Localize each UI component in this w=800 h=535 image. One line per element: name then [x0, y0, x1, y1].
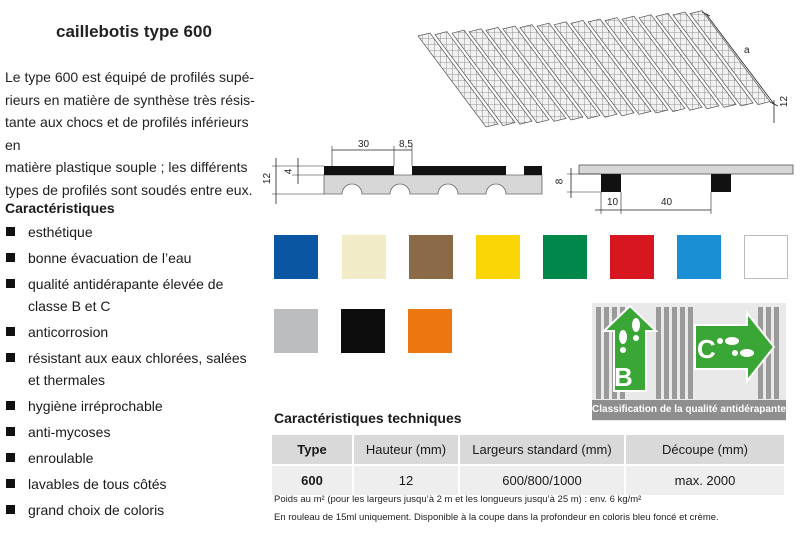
- swatch-brown: [409, 235, 453, 279]
- class-b-letter: B: [614, 362, 633, 392]
- characteristics-heading: Caractéristiques: [5, 200, 115, 216]
- roll-note: En rouleau de 15ml uniquement. Disponible à la coupe dans la profondeur en coloris bleu foncé et crème.: [274, 512, 719, 523]
- bullet-square-icon: [6, 227, 15, 236]
- bullet-square-icon: [6, 505, 15, 514]
- intro-paragraph: [5, 66, 267, 201]
- feature-text: enroulable: [28, 450, 94, 466]
- feature-item: [5, 247, 270, 269]
- profile-gap-8-5-label: 8,5: [399, 139, 413, 150]
- cell-type: 600: [272, 465, 353, 495]
- intro-line: matière plastique souple ; les différents: [5, 159, 248, 175]
- grating-perspective-illustration: [410, 8, 790, 136]
- swatch-yellow: [476, 235, 520, 279]
- column-header-widths: Largeurs standard (mm): [459, 435, 625, 465]
- intro-line: rieurs en matière de synthèse très résis-: [5, 91, 255, 108]
- classification-caption: Classification de la qualité antidérapante: [592, 400, 786, 420]
- page-title: caillebotis type 600: [56, 22, 212, 41]
- swatch-green: [543, 235, 587, 279]
- side-10-label: 10: [607, 197, 619, 208]
- tech-spec-table: [272, 435, 786, 495]
- side-40-label: 40: [661, 197, 673, 208]
- feature-text: grand choix de coloris: [28, 502, 165, 518]
- swatch-black: [341, 309, 385, 353]
- dimension-a-label: a: [744, 45, 750, 56]
- feature-text: classe B et C: [28, 298, 111, 314]
- bullet-square-icon: [6, 427, 15, 436]
- column-header-type: Type: [272, 435, 353, 465]
- cell-cut: max. 2000: [625, 465, 785, 495]
- table-header-row: [272, 435, 785, 465]
- profile-12-label: 12: [262, 172, 274, 185]
- profile-width-30-label: 30: [358, 139, 370, 150]
- column-header-height: Hauteur (mm): [353, 435, 459, 465]
- bullet-square-icon: [6, 353, 15, 362]
- feature-item: [5, 221, 270, 243]
- feature-item: [5, 421, 270, 443]
- tech-heading: Caractéristiques techniques: [274, 410, 462, 426]
- feature-item: [5, 473, 270, 495]
- swatch-grey: [274, 309, 318, 353]
- swatch-cream: [342, 235, 386, 279]
- feature-item: [5, 273, 270, 317]
- feature-item: [5, 395, 270, 417]
- feature-text: lavables de tous côtés: [28, 476, 167, 492]
- intro-line: Le type 600 est équipé de profilés supé-: [5, 69, 255, 85]
- profile-4-label: 4: [283, 168, 295, 175]
- feature-text: et thermales: [28, 372, 106, 388]
- bullet-square-icon: [6, 327, 15, 336]
- swatch-red: [610, 235, 654, 279]
- bullet-square-icon: [6, 453, 15, 462]
- table-row: [272, 465, 785, 495]
- bullet-square-icon: [6, 253, 15, 262]
- feature-item: [5, 321, 270, 343]
- feature-text: hygiène irréprochable: [28, 398, 163, 414]
- swatch-orange: [408, 309, 452, 353]
- feature-text: qualité antidérapante élevée de: [28, 276, 224, 292]
- cell-widths: 600/800/1000: [459, 465, 625, 495]
- swatch-dark-blue: [274, 235, 318, 279]
- side-height-8-label: 8: [554, 178, 566, 185]
- swatch-light-blue: [677, 235, 721, 279]
- column-header-cut: Découpe (mm): [625, 435, 785, 465]
- bullet-square-icon: [6, 279, 15, 288]
- intro-line: tante aux chocs et de profilés inférieurs en: [5, 114, 249, 153]
- feature-text: résistant aux eaux chlorées, salées: [28, 350, 247, 366]
- feature-text: anti-mycoses: [28, 424, 111, 440]
- class-c-letter: C: [697, 334, 716, 364]
- feature-item: [5, 347, 270, 391]
- feature-item: [5, 499, 270, 521]
- feature-text: bonne évacuation de l’eau: [28, 250, 192, 266]
- feature-item: [5, 447, 270, 469]
- bullet-square-icon: [6, 479, 15, 488]
- swatch-white: [744, 235, 788, 279]
- dimension-12-label: 12: [779, 95, 791, 108]
- side-view-diagram: [555, 150, 795, 220]
- weight-note: Poids au m² (pour les largeurs jusqu’à 2 m et les longueurs jusqu’à 25 m) : env. 6 kg/m²: [274, 494, 642, 505]
- intro-line: types de profilés sont soudés entre eux.: [5, 181, 253, 198]
- bullet-square-icon: [6, 401, 15, 410]
- characteristics-list: [5, 221, 270, 525]
- feature-text: esthétique: [28, 224, 93, 240]
- feature-text: anticorrosion: [28, 324, 109, 340]
- cell-height: 12: [353, 465, 459, 495]
